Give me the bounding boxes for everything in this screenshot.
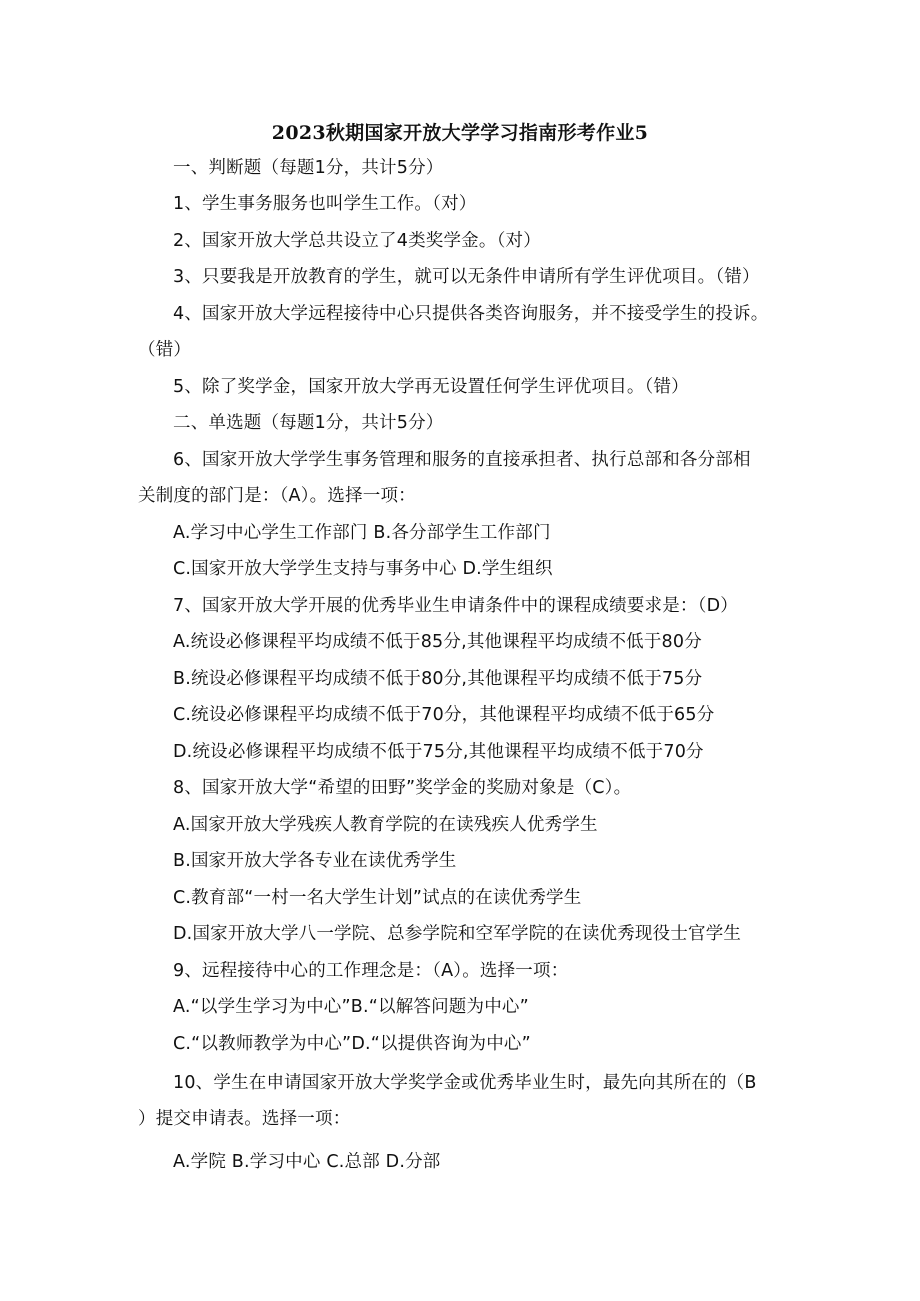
question-4-line-1: 4、国家开放大学远程接待中心只提供各类咨询服务，并不接受学生的投诉。 — [173, 304, 769, 324]
question-8-option-d: D.国家开放大学八一学院、总参学院和空军学院的在读优秀现役士官学生 — [173, 924, 742, 944]
question-9-options-ab: A.“以学生学习为中心”B.“以解答问题为中心” — [173, 997, 529, 1017]
question-8-option-a: A.国家开放大学残疾人教育学院的在读残疾人优秀学生 — [173, 815, 598, 835]
question-9-options-cd: C.“以教师教学为中心”D.“以提供咨询为中心” — [173, 1034, 531, 1054]
question-7-option-c: C.统设必修课程平均成绩不低于70分，其他课程平均成绩不低于65分 — [173, 705, 715, 725]
question-8-option-b: B.国家开放大学各专业在读优秀学生 — [173, 851, 457, 871]
question-7-option-a: A.统设必修课程平均成绩不低于85分,其他课程平均成绩不低于80分 — [173, 632, 702, 652]
question-3: 3、只要我是开放教育的学生，就可以无条件申请所有学生评优项目。（错） — [173, 267, 760, 287]
question-4-line-2: （错） — [138, 340, 192, 360]
question-6-options-cd: C.国家开放大学学生支持与事务中心 D.学生组织 — [173, 559, 553, 579]
question-7: 7、国家开放大学开展的优秀毕业生申请条件中的课程成绩要求是：（D） — [173, 596, 738, 616]
question-8: 8、国家开放大学“希望的田野”奖学金的奖励对象是（C）。 — [173, 778, 632, 798]
question-7-option-d: D.统设必修课程平均成绩不低于75分,其他课程平均成绩不低于70分 — [173, 742, 704, 762]
question-6-line-2: 关制度的部门是：（A）。选择一项： — [138, 486, 416, 506]
question-9: 9、远程接待中心的工作理念是：（A）。选择一项： — [173, 961, 569, 981]
question-1: 1、学生事务服务也叫学生工作。（对） — [173, 194, 477, 214]
question-10-line-1: 10、学生在申请国家开放大学奖学金或优秀毕业生时，最先向其所在的（B — [173, 1073, 757, 1093]
question-5: 5、除了奖学金，国家开放大学再无设置任何学生评优项目。（错） — [173, 377, 689, 397]
question-8-option-c: C.教育部“一村一名大学生计划”试点的在读优秀学生 — [173, 888, 582, 908]
section-heading-single-choice: 二、单选题（每题1分，共计5分） — [173, 413, 444, 433]
question-6-line-1: 6、国家开放大学学生事务管理和服务的直接承担者、执行总部和各分部相 — [173, 450, 751, 470]
question-2: 2、国家开放大学总共设立了4类奖学金。（对） — [173, 231, 541, 251]
section-heading-true-false: 一、判断题（每题1分，共计5分） — [173, 158, 444, 178]
question-10-line-2: ）提交申请表。选择一项： — [138, 1109, 351, 1129]
document-title: 2023秋期国家开放大学学习指南形考作业5 — [271, 122, 649, 144]
question-10-options: A.学院 B.学习中心 C.总部 D.分部 — [173, 1152, 441, 1172]
question-7-option-b: B.统设必修课程平均成绩不低于80分,其他课程平均成绩不低于75分 — [173, 669, 703, 689]
question-6-options-ab: A.学习中心学生工作部门 B.各分部学生工作部门 — [173, 523, 551, 543]
